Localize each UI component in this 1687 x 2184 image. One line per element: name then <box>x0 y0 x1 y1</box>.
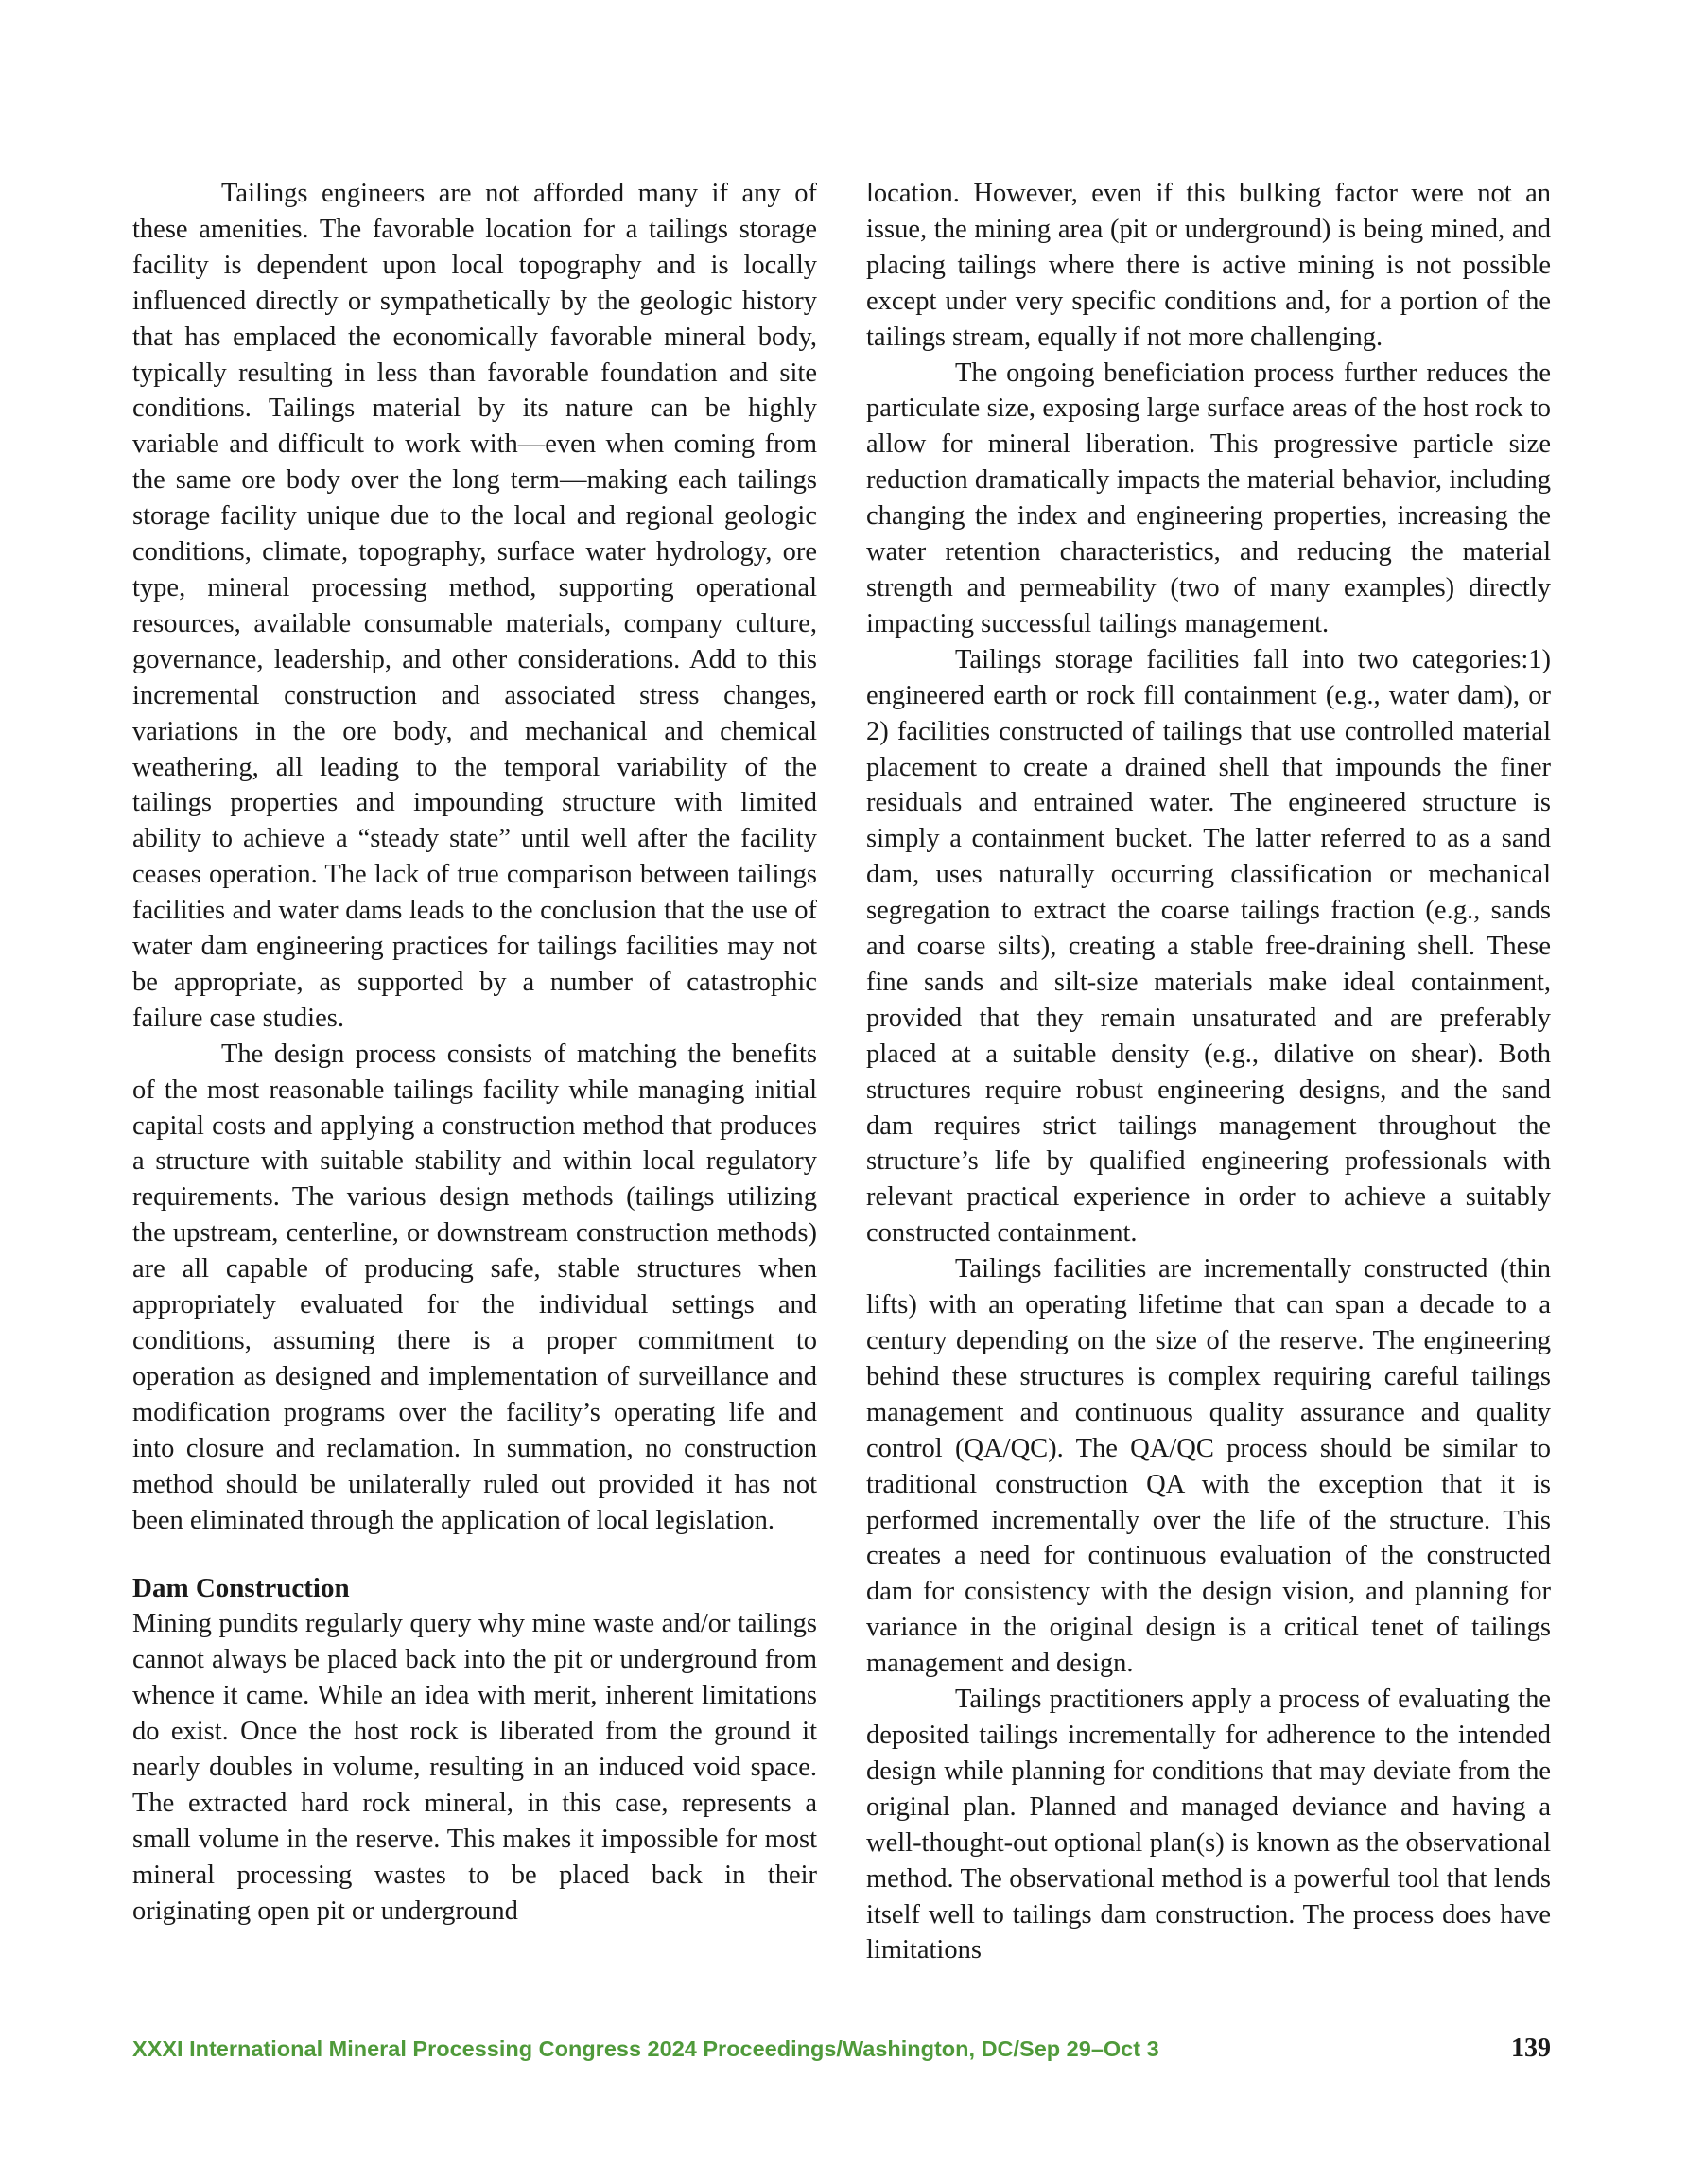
body-paragraph: Tailings practitioners apply a process of evaluating the deposited tailings incrementally for adherence to the intended design while planning for conditions that may deviate from the original plan. Planned and managed deviance and having a well-thought-out optional plan(s) is known as the observational method. The observational method is a powerful tool that lends itself well to tailings dam construction. The process does have limitations <box>866 1685 1551 1966</box>
page-footer <box>132 2030 1551 2068</box>
footer-proceedings-title: XXXI International Mineral Processing Congress 2024 Proceedings/Washington, DC/Sep 29–Oct 3 <box>132 2036 1159 2061</box>
body-paragraph: Mining pundits regularly query why mine waste and/or tailings cannot always be placed back into the pit or underground from whence it came. While an idea with merit, inherent limitations do exist. Once the host rock is liberated from the ground it nearly doubles in volume, resulting in an induced void space. The extracted hard rock mineral, in this case, represents a small volume in the reserve. This makes it impossible for most mineral processing wastes to be placed back in their originating open pit or underground <box>132 1609 817 1926</box>
body-paragraph: Tailings facilities are incrementally constructed (thin lifts) with an operating lifetime that can span a decade to a century depending on the size of the reserve. The engineering behind these structures is complex requiring careful tailings management and continuous quality assurance and quality control (QA/QC). The QA/QC process should be similar to traditional construction QA with the exception that it is performed incrementally over the life of the structure. This creates a need for continuous evaluation of the constructed dam for consistency with the design vision, and planning for variance in the original design is a critical tenet of tailings management and design. <box>866 1254 1551 1679</box>
body-paragraph: Tailings storage facilities fall into two categories:1) engineered earth or rock fill containment (e.g., water dam), or 2) facilities constructed of tailings that use controlled material placement to create a drained shell that impounds the finer residuals and entrained water. The engineered structure is simply a containment bucket. The latter referred to as a sand dam, uses naturally occurring classification or mechanical segregation to extract the coarse tailings fraction (e.g., sands and coarse silts), creating a stable free-draining shell. These fine sands and silt-size materials make ideal containment, provided that they remain unsaturated and are preferably placed at a suitable density (e.g., dilative on shear). Both structures require robust engineering designs, and the sand dam requires strict tailings management throughout the structure’s life by qualified engineering professionals with relevant practical experience in order to achieve a suitably constructed containment. <box>866 644 1551 1249</box>
body-paragraph: The design process consists of matching the benefits of the most reasonable tailings facility while managing initial capital costs and applying a construction method that produces a structure with suitable stability and within local regulatory requirements. The various design methods (tailings utilizing the upstream, centerline, or downstream construction methods) are all capable of producing safe, stable structures when appropriately evaluated for the individual settings and conditions, assuming there is a proper commitment to operation as designed and implementation of surveillance and modification programs over the facility’s operating life and into closure and reclamation. In summation, no construction method should be unilaterally ruled out provided it has not been eliminated through the application of local legislation. <box>132 1039 817 1535</box>
right-column <box>866 176 1551 1968</box>
body-paragraph: location. However, even if this bulking factor were not an issue, the mining area (pit or underground) is being mined, and placing tailings where there is active mining is not possible except under very specific conditions and, for a portion of the tailings stream, equally if not more challenging. <box>866 179 1551 352</box>
page-number: 139 <box>1511 2034 1551 2063</box>
body-paragraph: Tailings engineers are not afforded many if any of these amenities. The favorable location for a tailings storage facility is dependent upon local topography and is locally influenced directly or sympathetically by the geologic history that has emplaced the economically favorable mineral body, typically resulting in less than favorable foundation and site conditions. Tailings material by its nature can be highly variable and difficult to work with—even when coming from the same ore body over the long term—making each tailings storage facility unique due to the local and regional geologic conditions, climate, topography, surface water hydrology, ore type, mineral processing method, supporting operational resources, available consumable materials, company culture, governance, leadership, and other considerations. Add to this incremental construction and associated stress changes, variations in the ore body, and mechanical and chemical weathering, all leading to the temporal variability of the tailings properties and impounding structure with limited ability to achieve a “steady state” until well after the facility ceases operation. The lack of true comparison between tailings facilities and water dams leads to the conclusion that the use of water dam engineering practices for tailings facilities may not be appropriate, as supported by a number of catastrophic failure case studies. <box>132 179 817 1033</box>
left-column <box>132 176 817 1930</box>
section-heading: Dam Construction <box>132 1573 350 1604</box>
body-paragraph: The ongoing beneficiation process further reduces the particulate size, exposing large surface areas of the host rock to allow for mineral liberation. This progressive particle size reduction dramatically impacts the material behavior, including changing the index and engineering properties, increasing the water retention characteristics, and reducing the material strength and permeability (two of many examples) directly impacting successful tailings management. <box>866 358 1551 638</box>
